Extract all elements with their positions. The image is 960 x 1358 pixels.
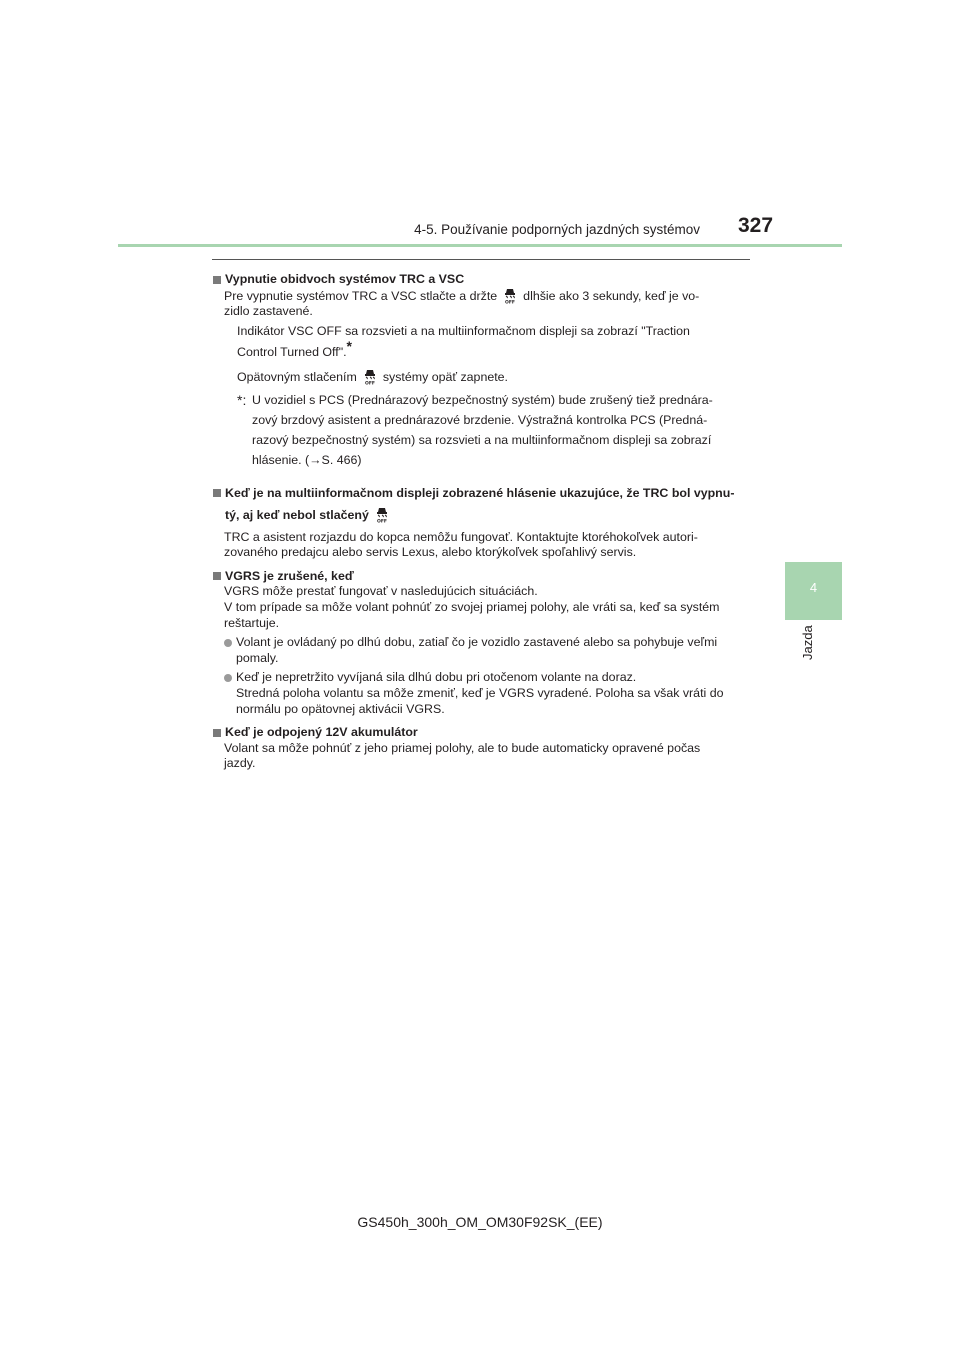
circle-bullet-icon [224, 639, 232, 647]
svg-text:OFF: OFF [376, 519, 387, 523]
square-bullet-icon [213, 489, 221, 497]
footnote-marker: * [346, 338, 352, 355]
vsc-off-icon [375, 507, 389, 523]
page-reference-link[interactable]: hlásenie. (→S. 466) [252, 452, 362, 467]
paragraph: Volant sa môže pohnúť z jeho priamej polohy, ale to bude automaticky opravené počas jazdy. [224, 740, 701, 771]
section-heading: Keď je na multiinformačnom displeji zobrazené hlásenie ukazujúce, že TRC bol vypnu- tý, aj keď nebol stlačený OFF [212, 482, 750, 526]
square-bullet-icon [213, 729, 221, 737]
circle-bullet-icon [224, 674, 232, 682]
square-bullet-icon [213, 276, 221, 284]
paragraph: Pre vypnutie systémov TRC a VSC stlačte a držte OFF dlhšie ako 3 sekundy, keď je vo- zidlo zastavené. [224, 288, 700, 319]
paragraph: Opätovným stlačením OFF systémy opäť zapnete. [237, 370, 509, 386]
svg-text:OFF: OFF [364, 381, 375, 386]
svg-text:OFF: OFF [505, 300, 516, 304]
section-heading [212, 725, 750, 741]
square-bullet-icon [213, 572, 221, 580]
header-rule [118, 244, 842, 247]
section-heading [212, 272, 750, 288]
list-item: Volant je ovládaný po dlhú dobu, zatiaľ čo je vozidlo zastavené alebo sa pohybuje veľmi pomaly. [224, 635, 750, 666]
header-title: 4-5. Používanie podporných jazdných systémov [414, 222, 700, 237]
vsc-off-icon [503, 288, 517, 304]
vsc-off-icon [363, 369, 377, 385]
section-heading-text: Keď je odpojený 12V akumulátor [225, 725, 418, 740]
list-item: Keď je nepretržito vyvíjaná sila dlhú dobu pri otočenom volante na doraz. Stredná poloha volantu sa môže zmeniť, keď je VGRS vyradené. Poloha sa však vráti do normálu po opätovnej aktivácii VGRS. [224, 670, 750, 717]
chapter-tab[interactable] [785, 562, 842, 620]
section-heading [212, 569, 750, 585]
paragraph: TRC a asistent rozjazdu do kopca nemôžu fungovať. Kontaktujte ktoréhokoľvek autori- zovaného predajcu alebo servis Lexus, alebo ktorýkoľvek spoľahlivý servis. [224, 529, 698, 560]
section-heading-text: VGRS je zrušené, keď [225, 568, 354, 583]
section-heading-text: Vypnutie obidvoch systémov TRC a VSC [225, 272, 465, 286]
footnote-mark: *: [237, 391, 247, 408]
chapter-tab-number: 4 [809, 580, 818, 595]
page-content [212, 268, 750, 772]
footnote: *: U vozidiel s PCS (Prednárazový bezpečnostný systém) bude zrušený tiež prednára- zový brzdový asistent a prednárazové brzdenie. Výstražná kontrolka PCS (Predná- razový bezpečnostný systém) sa rozsvieti a na multiinformačnom displeji sa zobrazí hlásenie. (→S. 466) [237, 390, 750, 470]
page-number: 327 [738, 214, 774, 237]
paragraph: Indikátor VSC OFF sa rozsvieti a na multiinformačnom displeji sa zobrazí "Traction Control Turned Off".* [237, 323, 690, 360]
chapter-tab-label: Jazda [800, 625, 815, 660]
section-rule [212, 259, 750, 260]
paragraph: VGRS môže prestať fungovať v nasledujúcich situáciách. V tom prípade sa môže volant pohnúť zo svojej priamej polohy, ale vráti sa, keď sa systém reštartuje. [224, 584, 720, 630]
footer-document-code: GS450h_300h_OM_OM30F92SK_(EE) [357, 1214, 603, 1230]
